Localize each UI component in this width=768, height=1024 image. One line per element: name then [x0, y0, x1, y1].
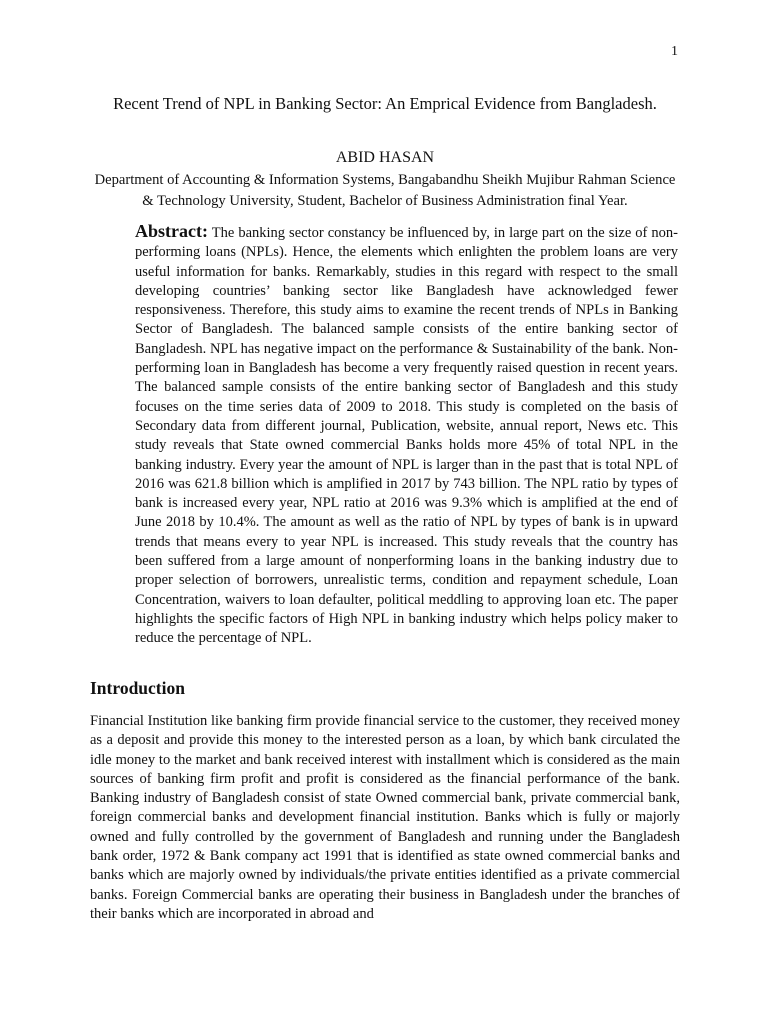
- author-affiliation: Department of Accounting & Information Systems, Bangabandhu Sheikh Mujibur Rahman Science & Technology University, Student, Bachelor of Business Administration final Year.: [94, 172, 676, 209]
- abstract-text: The banking sector constancy be influenced by, in large part on the size of non-performing loans (NPLs). Hence, the elements which enlighten the problem loans are very useful information for banks. Remarkably, studies in this regard with respect to the small developing countries’ banking sector like Bangladesh have acknowledged fewer responsiveness. Therefore, this study aims to examine the recent trends of NPLs in Banking Sector of Bangladesh. The balanced sample consists of the entire banking sector of Bangladesh. NPL has negative impact on the performance & Sustainability of the bank. Non-performing loan in Bangladesh has become a very frequently raised question in recent years. The balanced sample consists of the entire banking sector of Bangladesh and this study focuses on the time series data of 2009 to 2018. This study is completed on the basis of Secondary data from different journal, Publication, website, annual report, News etc. This study reveals that State owned commercial Banks holds more 45% of total NPL in the banking industry. Every year the amount of NPL is larger than in the past that is total NPL of 2016 was 621.8 billion which is amplified in 2017 by 743 billion. The NPL ratio by types of bank is increased every year, NPL ratio at 2016 was 9.3% which is amplified at the end of June 2018 by 10.4%. The amount as well as the ratio of NPL by types of bank is in upward trends that means every to year NPL is increased. This study reveals that the country has been suffered from a large amount of nonperforming loans in the banking industry due to proper selection of borrowers, unrealistic terms, condition and repayment schedule, Loan Concentration, waivers to loan defaulter, political meddling to approving loan etc. The paper highlights the specific factors of High NPL in banking industry which helps policy maker to reduce the percentage of NPL.: [135, 225, 678, 647]
- page-number: 1: [671, 44, 678, 59]
- abstract: [135, 222, 678, 649]
- paper-title: Recent Trend of NPL in Banking Sector: An Emprical Evidence from Bangladesh.: [113, 94, 657, 113]
- introduction-heading: Introduction: [90, 678, 185, 698]
- abstract-label: Abstract:: [135, 221, 208, 241]
- introduction-text: Financial Institution like banking firm provide financial service to the customer, they received money as a deposit and provide this money to the interested person as a loan, by which bank circulated the idle money to the market and bank received interest with installment which is considered as the main sources of banking firm profit and profit is considered as the financial performance of the bank. Banking industry of Bangladesh consist of state Owned commercial bank, private commercial bank, foreign commercial banks and development financial institution. Banks which is fully or majorly owned and fully controlled by the government of Bangladesh and running under the Bangladesh bank order, 1972 & Bank company act 1991 that is identified as state owned commercial banks and banks which are majorly owned by individuals/the private entities identified as a private commercial banks. Foreign Commercial banks are operating their business in Bangladesh under the branches of their banks which are incorporated in abroad and: [90, 713, 680, 922]
- author-name: ABID HASAN: [335, 149, 435, 166]
